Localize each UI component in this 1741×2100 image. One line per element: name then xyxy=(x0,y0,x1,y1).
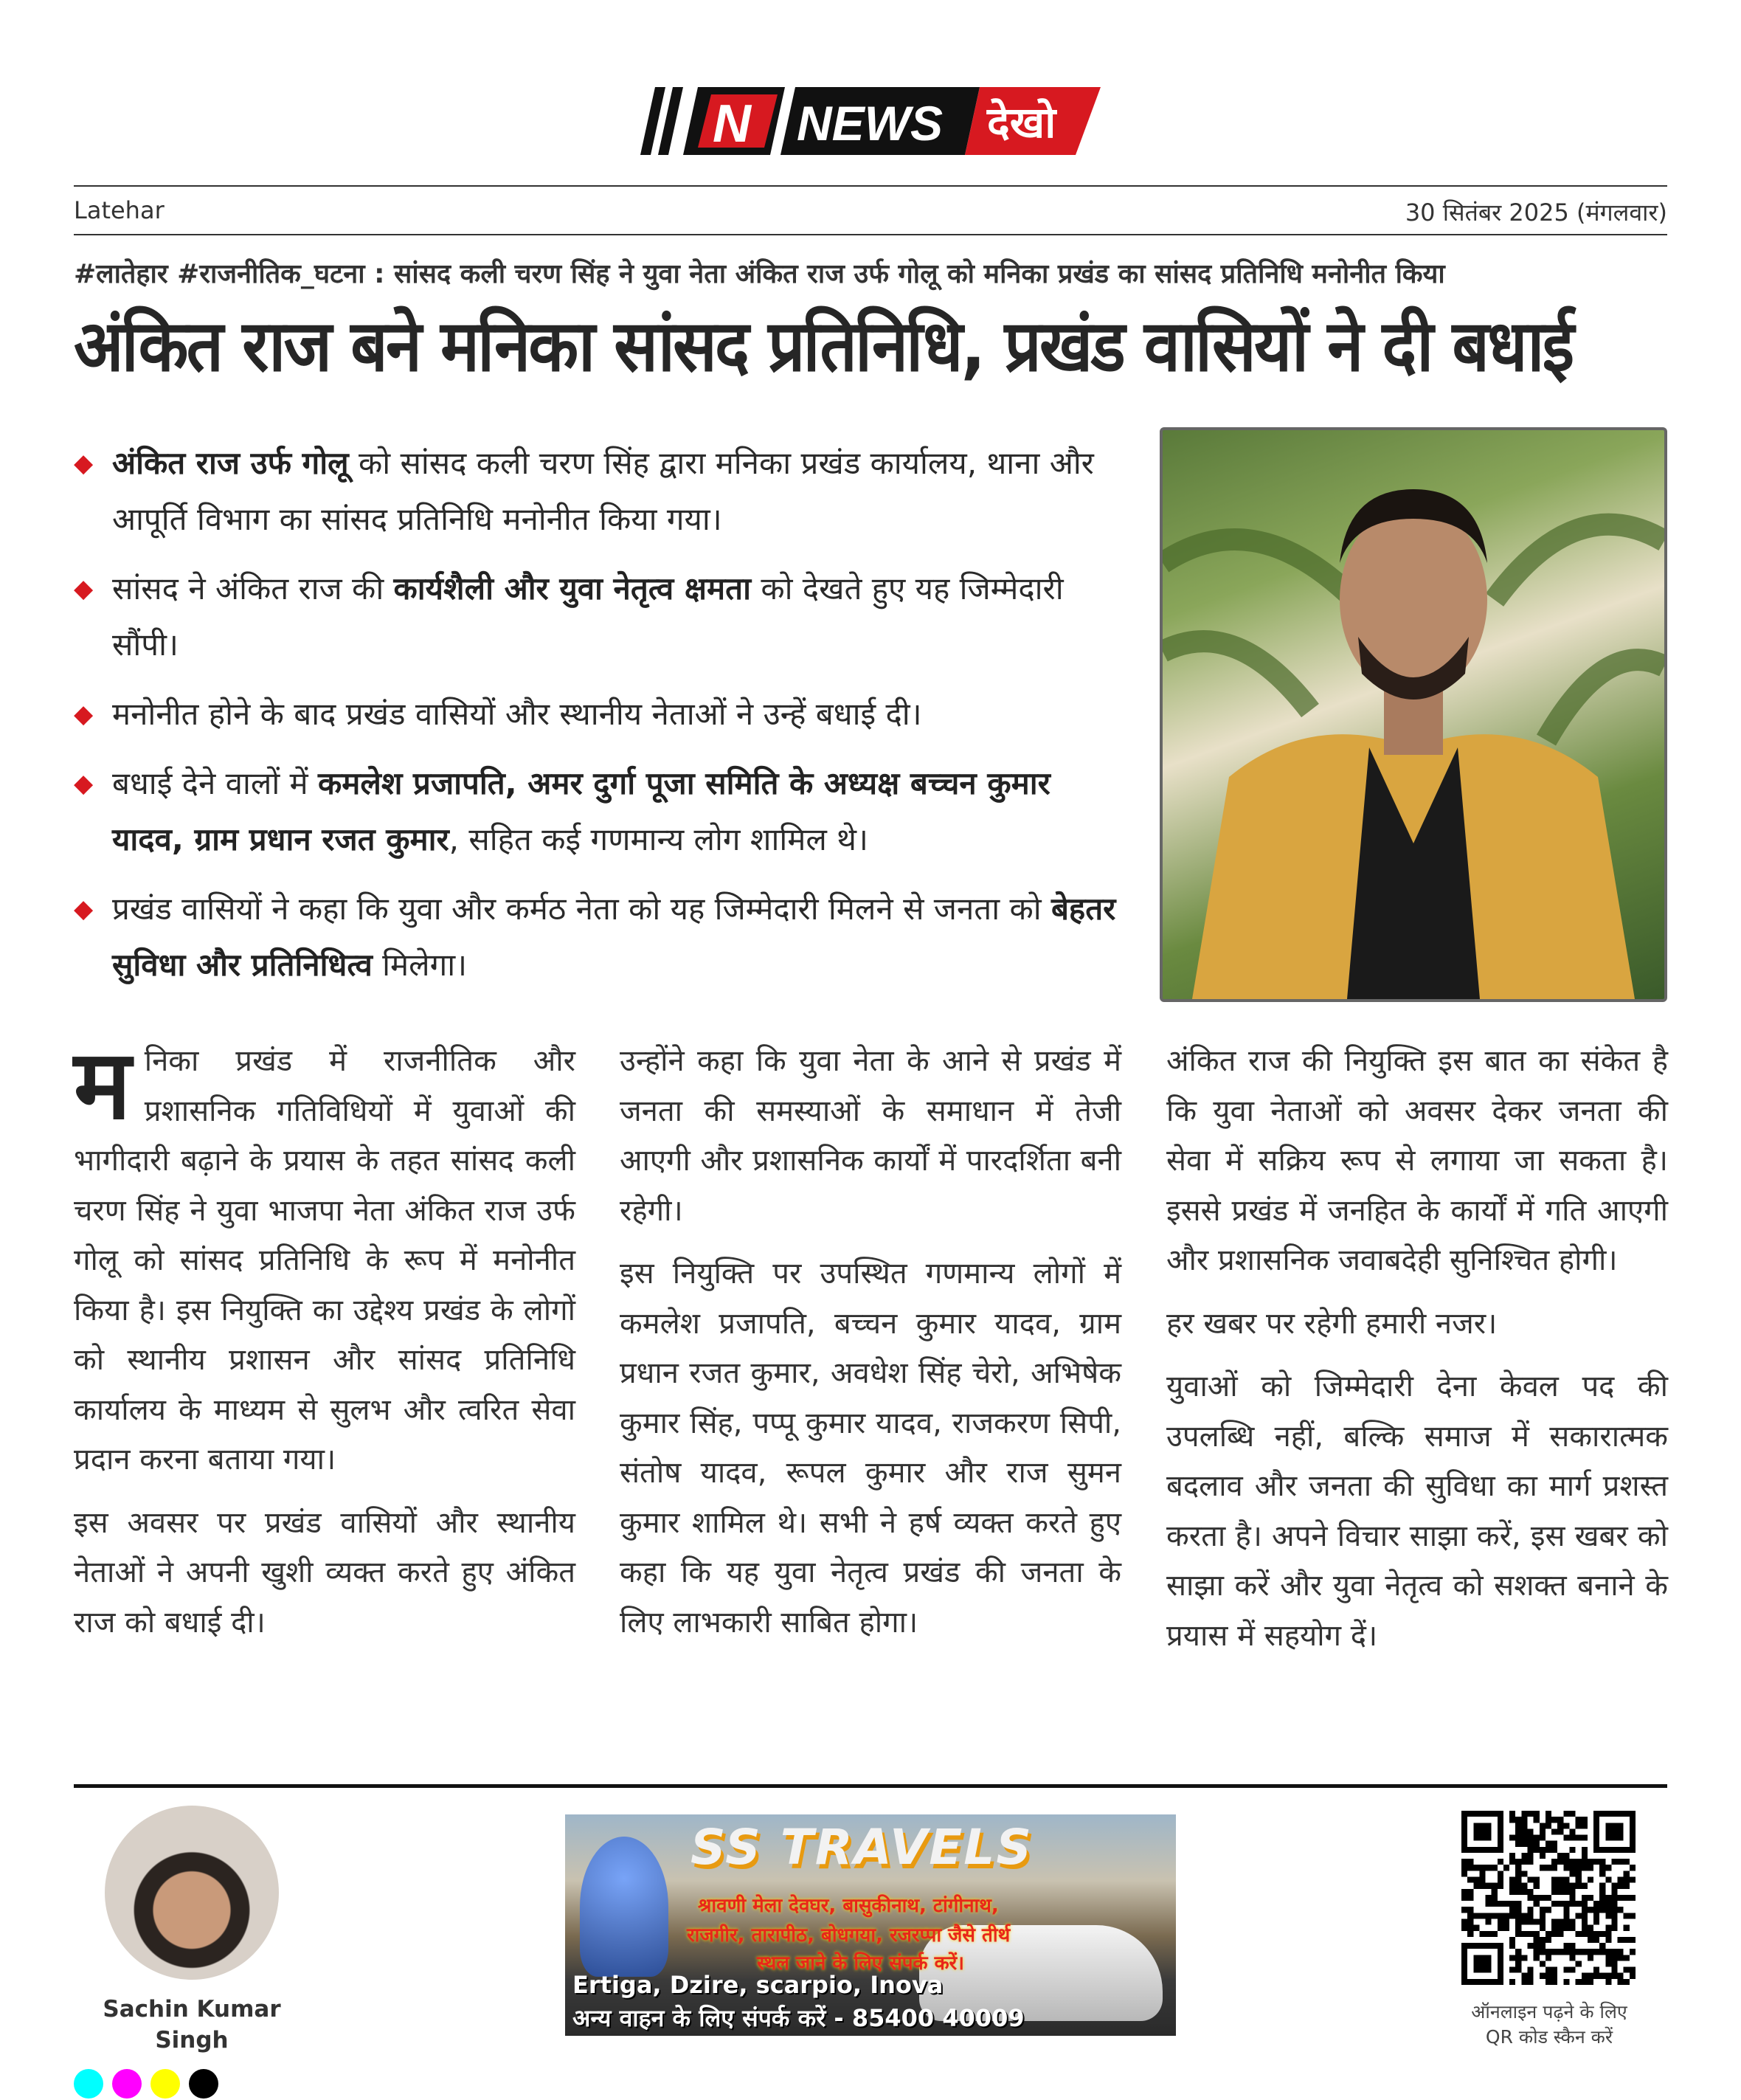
article-column-3: अंकित राज की नियुक्ति इस बात का संकेत है कि युवा नेताओं को अवसर देकर जनता की सेवा में सक्रिय रूप से लगाया जा सकता है। इससे प्रखंड में जनहित के कार्यों में गति आएगी और प्रशासनिक जवाबदेही सुनिश्चित होगी। हर खबर पर रहेगी हमारी नजर। युवाओं को जिम्मेदारी देना केवल पद की उपलब्धि नहीं, बल्कि समाज में सकारात्मक बदलाव और जनता की सुविधा का मार्ग प्रशस्त करता है। अपने विचार साझा करें, इस खबर को साझा करें और युवा नेतृत्व को सशक्त बनाने के प्रयास में सहयोग दें। xyxy=(1166,1044,1668,1653)
diamond-bullet-icon: ◆ xyxy=(74,700,94,729)
ad-phone: अन्य वाहन के लिए संपर्क करें - 85400 40009 xyxy=(572,2004,1025,2032)
author-avatar xyxy=(105,1806,279,1980)
bullet-item: ◆ अंकित राज उर्फ गोलू को सांसद कली चरण सिंह द्वारा मनिका प्रखंड कार्यालय, थाना और आपूर्ति विभाग का सांसद प्रतिनिधि मनोनीत किया गया। xyxy=(74,435,1129,548)
cmyk-dot-magenta xyxy=(112,2069,142,2099)
article-photo xyxy=(1160,427,1667,1002)
bullet-item: ◆ बधाई देने वालों में कमलेश प्रजापति, अमर दुर्गा पूजा समिति के अध्यक्ष बच्चन कुमार यादव, ग्राम प्रधान रजत कुमार, सहित कई गणमान्य लोग शामिल थे। xyxy=(74,756,1129,868)
header-rule xyxy=(74,234,1667,235)
date: 30 सितंबर 2025 (मंगलवार) xyxy=(1405,198,1667,227)
ad-line: स्थल जाने के लिए संपर्क करें। xyxy=(757,1952,965,1975)
drop-cap: म xyxy=(74,1029,131,1141)
deity-image xyxy=(580,1837,668,1977)
article-column-2: उन्होंने कहा कि युवा नेता के आने से प्रखंड में जनता की समस्याओं के समाधान में तेजी आएगी और प्रशासनिक कार्यों में पारदर्शिता बनी रहेगी। इस नियुक्ति पर उपस्थित गणमान्य लोगों में कमलेश प्रजापति, बच्चन कुमार यादव, ग्राम प्रधान रजत कुमार, अवधेश सिंह चेरो, अभिषेक कुमार सिंह, पप्पू कुमार यादव, राजकरण सिपी, संतोष यादव, रूपल कुमार और राज सुमन कुमार शामिल थे। सभी ने हर्ष व्यक्त करते हुए कहा कि यह युवा नेतृत्व प्रखंड की जनता के लिए लाभकारी साबित होगा। xyxy=(620,1044,1121,1640)
bullet-item: ◆ मनोनीत होने के बाद प्रखंड वासियों और स्थानीय नेताओं ने उन्हें बधाई दी। xyxy=(74,686,1129,742)
svg-text:N: N xyxy=(713,94,751,153)
subheading: #लातेहार #राजनीतिक_घटना : सांसद कली चरण सिंह ने युवा नेता अंकित राज उर्फ गोलू को मनिका प्रखंड का सांसद प्रतिनिधि मनोनीत किया xyxy=(74,259,1445,289)
ad-cars: Ertiga, Dzire, scarpio, Inova xyxy=(572,1971,944,1999)
footer-rule xyxy=(74,1784,1667,1788)
ad-line: राजगीर, तारापीठ, बोधगया, रजरप्पा जैसे तीर्थ xyxy=(687,1924,1011,1947)
cmyk-dot-black xyxy=(189,2069,218,2099)
author-name: Sachin Kumar Singh xyxy=(103,1996,281,2054)
headline: अंकित राज बने मनिका सांसद प्रतिनिधि, प्रखंड वासियों ने दी बधाई xyxy=(74,305,1573,387)
diamond-bullet-icon: ◆ xyxy=(74,574,94,604)
location: Latehar xyxy=(74,196,165,224)
svg-text:देखो: देखो xyxy=(987,97,1056,148)
key-points xyxy=(74,435,1129,1006)
top-rule xyxy=(74,185,1667,187)
bullet-item: ◆ सांसद ने अंकित राज की कार्यशैली और युवा नेतृत्व क्षमता को देखते हुए यह जिम्मेदारी सौंपी। xyxy=(74,561,1129,673)
diamond-bullet-icon: ◆ xyxy=(74,769,94,798)
diamond-bullet-icon: ◆ xyxy=(74,449,94,478)
qr-caption: ऑनलाइन पढ़ने के लिए QR कोड स्कैन करें xyxy=(1471,2001,1627,2048)
ad-title: SS TRAVELS xyxy=(690,1819,1033,1876)
svg-text:NEWS: NEWS xyxy=(797,96,943,151)
qr-code[interactable] xyxy=(1461,1811,1636,1985)
cmyk-dot-cyan xyxy=(74,2069,103,2099)
cmyk-dot-yellow xyxy=(150,2069,180,2099)
diamond-bullet-icon: ◆ xyxy=(74,894,94,924)
ss-travels-advertisement[interactable] xyxy=(565,1814,1176,2036)
ad-line: श्रावणी मेला देवघर, बासुकीनाथ, टांगीनाथ, xyxy=(698,1895,999,1917)
news-dekho-logo xyxy=(640,87,1101,155)
article-column-1: मनिका प्रखंड में राजनीतिक और प्रशासनिक गतिविधियों में युवाओं की भागीदारी बढ़ाने के प्रयास के तहत सांसद कली चरण सिंह ने युवा भाजपा नेता अंकित राज उर्फ गोलू को सांसद प्रतिनिधि के रूप में मनोनीत किया है। इस नियुक्ति का उद्देश्य प्रखंड के लोगों को स्थानीय प्रशासन और सांसद प्रतिनिधि कार्यालय के माध्यम से सुलभ और त्वरित सेवा प्रदान करना बताया गया। इस अवसर पर प्रखंड वासियों और स्थानीय नेताओं ने अपनी खुशी व्यक्त करते हुए अंकित राज को बधाई दी। xyxy=(74,1029,575,1640)
bullet-item: ◆ प्रखंड वासियों ने कहा कि युवा और कर्मठ नेता को यह जिम्मेदारी मिलने से जनता को बेहतर सुविधा और प्रतिनिधित्व मिलेगा। xyxy=(74,881,1129,993)
